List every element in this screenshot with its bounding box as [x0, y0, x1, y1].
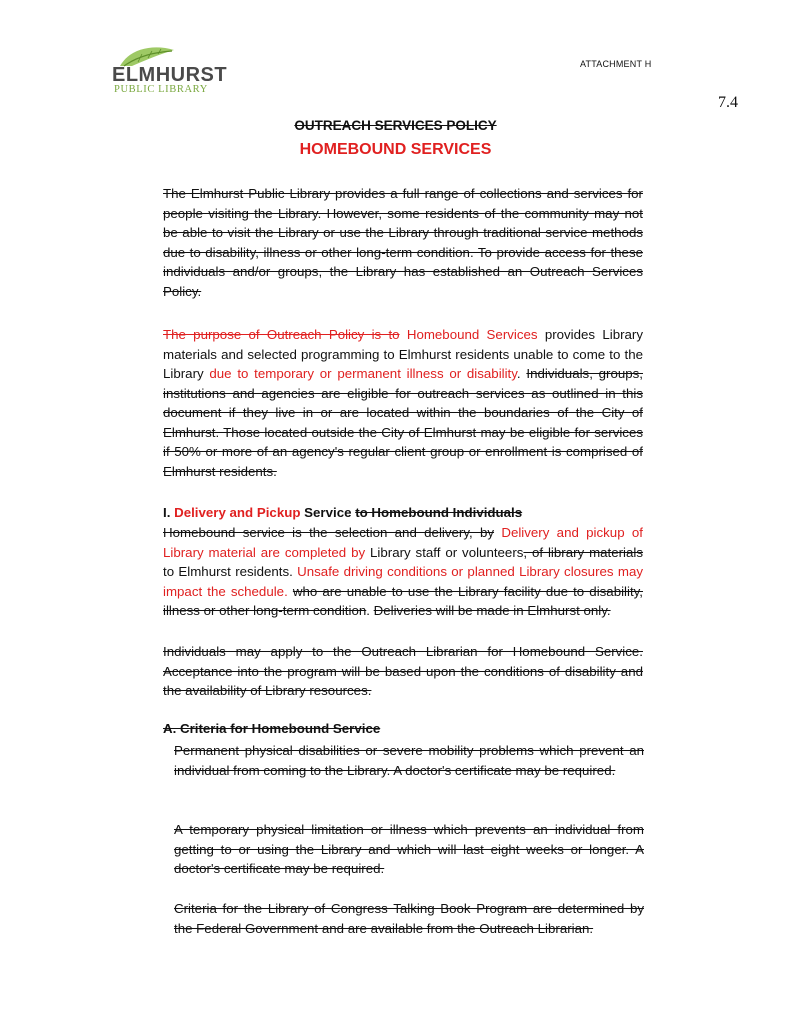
criteria-item: A temporary physical limitation or illness which prevents an individual from getting to or using the Library and which will last eight weeks or longer. A doctor's certificate may be required.	[174, 822, 644, 876]
section-heading-criteria: A. Criteria for Homebound Service	[163, 721, 381, 736]
body-text: .	[366, 603, 374, 618]
struck-text: to Homebound Individuals	[355, 505, 523, 520]
struck-title: OUTREACH SERVICES POLICY	[294, 118, 497, 133]
struck-text: , of library materials	[523, 544, 644, 560]
struck-text: The purpose of Outreach Policy is to	[163, 327, 400, 342]
criteria-item: Criteria for the Library of Congress Talking Book Program are determined by the Federal Government and are available from the Outreach Librarian.	[174, 901, 644, 936]
logo-subtitle: PUBLIC LIBRARY	[114, 84, 208, 95]
section-number: I.	[163, 505, 175, 520]
body-text: provides Library materials and selected programming to Elmhurst residents unable to come to the Library	[163, 327, 643, 381]
library-logo	[112, 44, 232, 96]
document-title: HOMEBOUND SERVICES	[299, 141, 492, 158]
intro-paragraph: The Elmhurst Public Library provides a full range of collections and services for people visiting the Library. However, some residents of the community may not be able to visit the Library or use the Library through traditional service methods due to disability, illness or other long-term condition. To provide access for these individuals and/or groups, the Library has established an Outreach Services Policy.	[163, 186, 643, 299]
struck-text: Deliveries will be made in Elmhurst only.	[373, 603, 611, 618]
delivery-paragraph	[163, 523, 643, 621]
heading-text: Service	[300, 505, 356, 520]
body-text: Library staff or volunteers	[365, 544, 524, 560]
criteria-item: Permanent physical disabilities or severe mobility problems which prevent an individual from coming to the Library. A doctor's certificate may be required.	[174, 743, 644, 778]
application-paragraph: Individuals may apply to the Outreach Librarian for Homebound Service. Acceptance into the program will be based upon the conditions of disability and the availability of Library resources.	[163, 644, 643, 698]
struck-text: Homebound service is the selection and delivery, by	[163, 525, 495, 540]
body-text: to Elmhurst residents.	[163, 564, 298, 579]
page-number: 7.4	[718, 94, 738, 111]
inserted-text: Delivery and Pickup	[174, 505, 301, 520]
struck-text: Individuals, groups, institutions and agencies are eligible for outreach services as outlined in this document if they live in or are located within the boundaries of the City of Elmhurst. Those located outside the City of Elmhurst may be eligible for services if 50% or more of an agency's regular client group or enrollment is comprised of Elmhurst residents.	[163, 366, 643, 479]
inserted-text: Homebound Services	[399, 327, 538, 342]
inserted-text: Delivery and pickup of Library material are completed by	[163, 525, 643, 560]
struck-text: who are unable to use the Library facility due to disability, illness or other long-term condition	[163, 583, 643, 618]
inserted-text: Unsafe driving conditions or planned Library closures may impact the schedule.	[163, 564, 643, 599]
body-text: .	[516, 366, 527, 381]
logo-name: ELMHURST	[112, 64, 228, 86]
inserted-text: due to temporary or permanent illness or disability	[209, 366, 517, 381]
section-heading-delivery	[163, 505, 522, 520]
purpose-paragraph	[163, 325, 643, 481]
attachment-label: ATTACHMENT H	[580, 59, 652, 69]
